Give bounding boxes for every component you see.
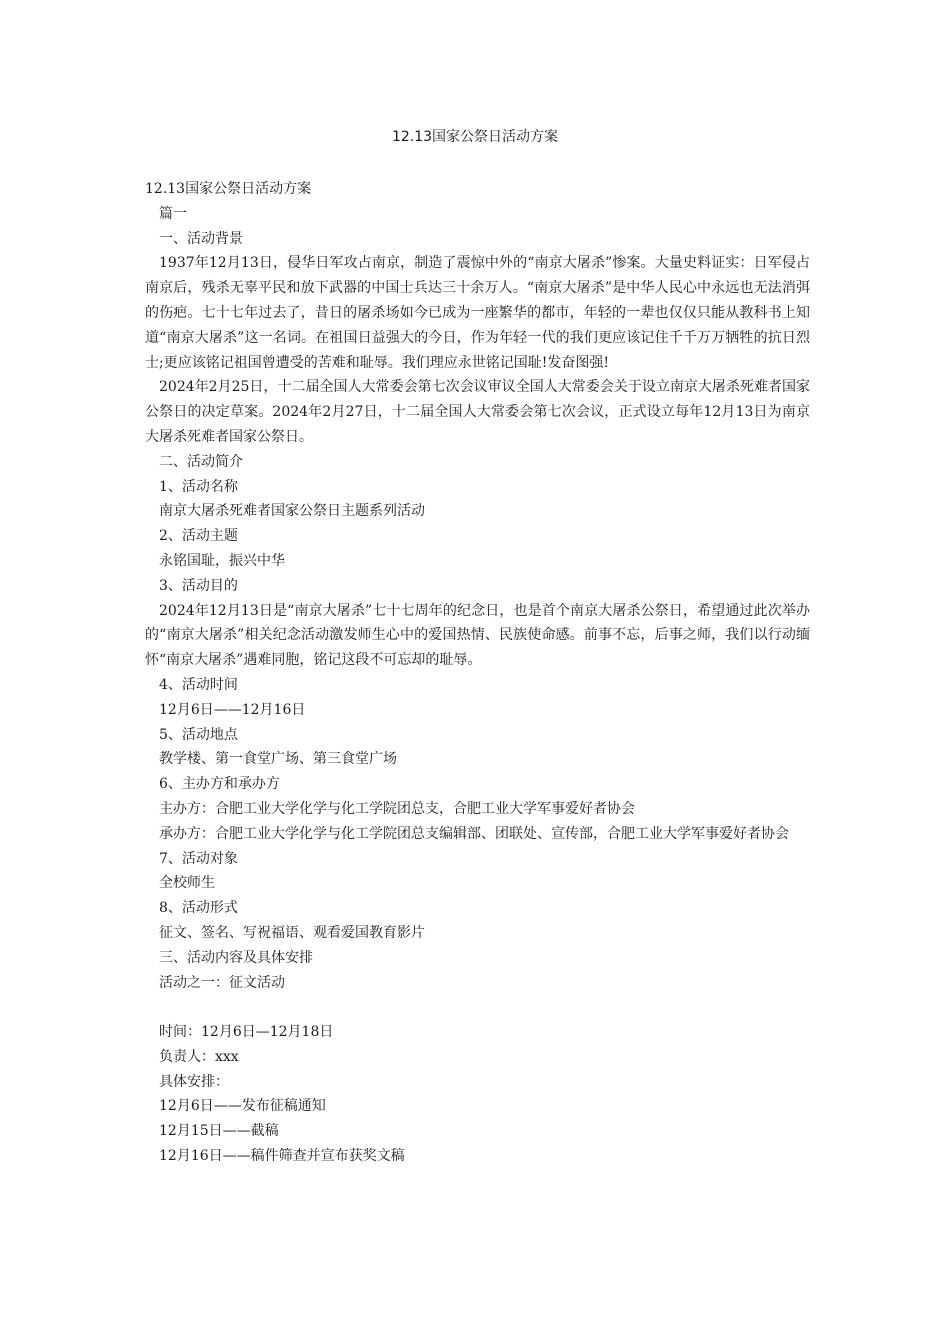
paragraph-subtitle: 12.13国家公祭日活动方案 [145,181,312,197]
item-activity-time-label: 4、活动时间 [159,676,238,693]
item-activity-location-label: 5、活动地点 [159,726,238,743]
item-host-value: 主办方：合肥工业大学化学与化工学院团总支，合肥工业大学军事爱好者协会 [159,800,635,817]
item-essay-time: 时间：12月6日—12月18日 [159,1024,334,1041]
item-activity-theme-value: 永铭国耻，振兴中华 [159,552,285,569]
item-essay-step-3: 12月16日——稿件筛查并宣布获奖文稿 [159,1148,405,1165]
blank-line [145,995,810,1020]
item-essay-step-2: 12月15日——截稿 [159,1123,279,1140]
paragraph-section-label: 篇一 [159,205,187,222]
document-title: 12.13国家公祭日活动方案 [391,129,559,145]
item-activity-theme-label: 2、活动主题 [159,528,238,545]
item-activity-name-value: 南京大屠杀死难者国家公祭日主题系列活动 [159,503,425,520]
item-essay-activity-title: 活动之一：征文活动 [159,974,285,991]
item-activity-time-value: 12月6日——12月16日 [159,701,306,718]
item-activity-purpose-label: 3、活动目的 [159,577,238,594]
item-organizer-value: 承办方：合肥工业大学化学与化工学院团总支编辑部、团联处、宣传部，合肥工业大学军事爱好者协会 [159,825,789,842]
item-audience-label: 7、活动对象 [159,850,238,867]
item-format-value: 征文、签名、写祝福语、观看爱国教育影片 [159,924,425,941]
heading-introduction: 二、活动简介 [159,453,243,470]
paragraph-background-1: 1937年12月13日，侵华日军攻占南京，制造了震惊中外的“南京大屠杀”惨案。大量史料证实：日军侵占南京后，残杀无辜平民和放下武器的中国士兵达三十余万人。“南京大屠杀”是中华人民心中永远也无法消弭的伤疤。七十七年过去了，昔日的屠杀场如今已成为一座繁华的都市，年轻的一辈也仅仅只能从教科书上知道“南京大屠杀”这一名词。在祖国日益强大的今日，作为年轻一代的我们更应该记住千千万万牺牲的抗日烈士;更应该铭记祖国曾遭受的苦难和耻辱。我们理应永世铭记国耻!发奋图强! [145,255,810,371]
item-format-label: 8、活动形式 [159,900,238,917]
item-activity-purpose-value: 2024年12月13日是“南京大屠杀”七十七周年的纪念日，也是首个南京大屠杀公祭日，希望通过此次举办的“南京大屠杀”相关纪念活动激发师生心中的爱国热情、民族使命感。前事不忘，后事之师，我们以行动缅怀“南京大屠杀”遇难同胞，铭记这段不可忘却的耻辱。 [145,602,810,669]
paragraph-background-2: 2024年2月25日，十二届全国人大常委会第七次会议审议全国人大常委会关于设立南京大屠杀死难者国家公祭日的决定草案。2024年2月27日，十二届全国人大常委会第七次会议，正式设立每年12月13日为南京大屠杀死难者国家公祭日。 [145,379,810,445]
item-essay-step-1: 12月6日——发布征稿通知 [159,1098,326,1115]
document-body [145,177,810,1169]
item-activity-name-label: 1、活动名称 [159,478,238,495]
heading-background: 一、活动背景 [159,230,243,247]
item-organizers-label: 6、主办方和承办方 [159,776,280,793]
item-audience-value: 全校师生 [159,875,215,892]
item-essay-arrangement-label: 具体安排： [159,1073,229,1090]
heading-content-schedule: 三、活动内容及具体安排 [159,949,313,966]
item-essay-person-in-charge: 负责人：xxx [159,1048,239,1065]
item-activity-location-value: 教学楼、第一食堂广场、第三食堂广场 [159,751,397,768]
